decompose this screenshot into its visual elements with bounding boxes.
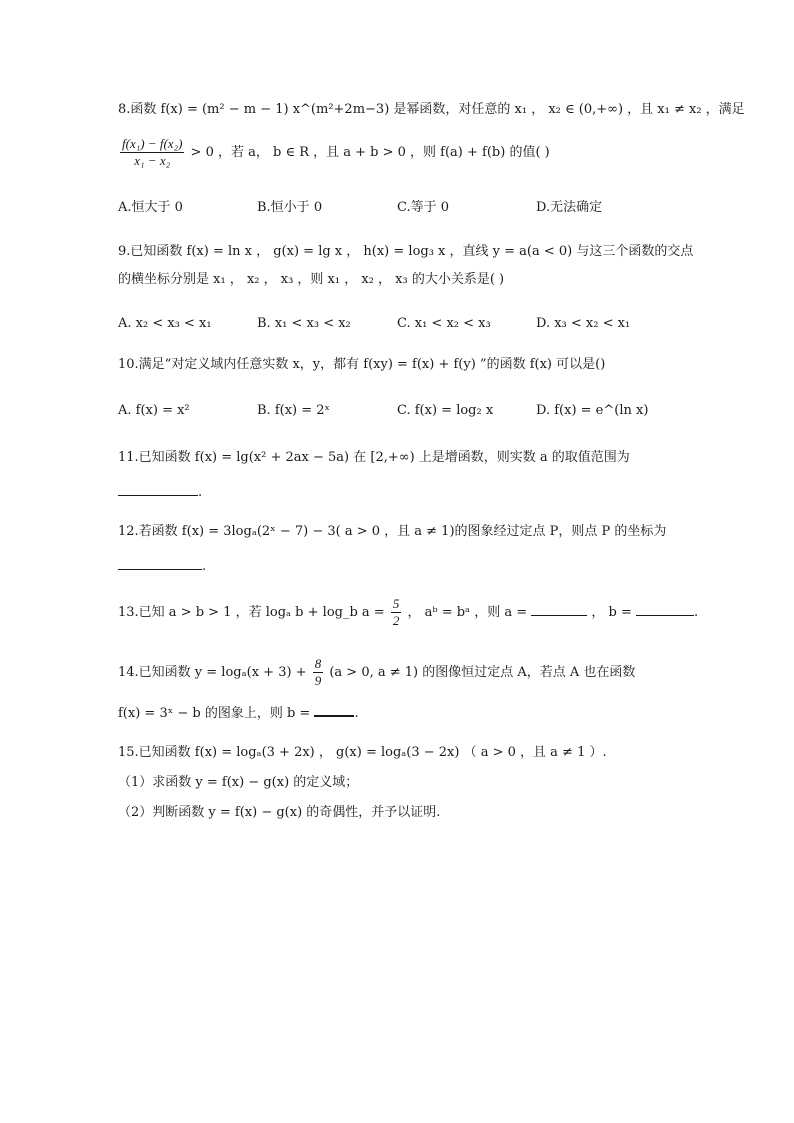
q14-end: . xyxy=(354,706,359,721)
q13-fraction xyxy=(391,596,402,629)
q8-line2 xyxy=(118,136,550,169)
q9-line2: 的横坐标分别是 x₁ ， x₂ ， x₃ ，则 x₁ ， x₂ ， x₃ 的大小关系是( ) xyxy=(118,272,505,287)
q13-part1: 13.已知 a > b > 1 ，若 logₐ b + log_b a = xyxy=(118,605,385,620)
q14-fraction xyxy=(313,656,324,689)
q8-option-b: B.恒小于 0 xyxy=(257,200,323,215)
q8-line2-text: > 0 ，若 a， b ∈ R ，且 a + b > 0 ，则 f(a) + f(b) 的值( ) xyxy=(190,145,550,160)
q13-answer-blank-a xyxy=(531,601,587,616)
q15-sub1: （1）求函数 y = f(x) − g(x) 的定义域； xyxy=(118,775,359,790)
q11-line2 xyxy=(118,481,202,502)
q14-line2 xyxy=(118,701,359,723)
q10-option-a: A. f(x) = x² xyxy=(118,403,190,418)
q14-fraction-numerator: 8 xyxy=(314,656,322,671)
q8-fraction xyxy=(120,136,184,169)
q9-option-d: D. x₃ < x₂ < x₁ xyxy=(536,316,631,331)
q8-option-a: A.恒大于 0 xyxy=(118,200,183,215)
q13-part2: ， aᵇ = bᵃ ，则 a = xyxy=(407,605,528,620)
q13-fraction-denominator: 2 xyxy=(392,613,400,628)
q14-answer-blank xyxy=(314,701,354,717)
q10-option-b: B. f(x) = 2ˣ xyxy=(257,403,331,418)
q8-line1: 8.函数 f(x) = (m² − m − 1) x^(m²+2m−3) 是幂函数，对任意的 x₁ ， x₂ ∈ (0,+∞) ，且 x₁ ≠ x₂ ，满足 xyxy=(118,102,745,117)
q10-option-d: D. f(x) = e^(ln x) xyxy=(536,403,649,418)
q10-option-c: C. f(x) = log₂ x xyxy=(397,403,494,418)
q9-option-a: A. x₂ < x₃ < x₁ xyxy=(118,316,212,331)
q9-option-c: C. x₁ < x₂ < x₃ xyxy=(397,316,491,331)
q13-part3: ， b = xyxy=(591,605,632,620)
q8-option-d: D.无法确定 xyxy=(536,200,603,215)
q14-part2: (a > 0, a ≠ 1) 的图像恒过定点 A，若点 A 也在函数 xyxy=(329,665,636,680)
q12-line2 xyxy=(118,555,206,576)
q14-line2-text: f(x) = 3ˣ − b 的图象上，则 b = xyxy=(118,706,311,721)
q8-fraction-denominator: x₁ − x₂ xyxy=(134,153,171,168)
q11-line1: 11.已知函数 f(x) = lg(x² + 2ax − 5a) 在 [2,+∞) 上是增函数，则实数 a 的取值范围为 xyxy=(118,450,630,465)
q12-line2-end: . xyxy=(202,559,207,574)
q8-option-c: C.等于 0 xyxy=(397,200,450,215)
q12-answer-blank xyxy=(118,555,202,570)
q15-line1: 15.已知函数 f(x) = logₐ(3 + 2x) ， g(x) = logₐ(3 − 2x) （ a > 0 ，且 a ≠ 1 ）. xyxy=(118,745,607,760)
q13-line xyxy=(118,596,698,629)
q13-fraction-numerator: 5 xyxy=(392,596,400,611)
q13-answer-blank-b xyxy=(636,601,694,616)
q13-end: . xyxy=(694,605,699,620)
q14-part1: 14.已知函数 y = logₐ(x + 3) + xyxy=(118,665,307,680)
q10-line1: 10.满足“对定义域内任意实数 x，y，都有 f(xy) = f(x) + f(y) ”的函数 f(x) 可以是() xyxy=(118,357,606,372)
q11-answer-blank xyxy=(118,481,198,496)
q12-line1: 12.若函数 f(x) = 3logₐ(2ˣ − 7) − 3( a > 0 ，且 a ≠ 1)的图象经过定点 P，则点 P 的坐标为 xyxy=(118,524,667,539)
q9-option-b: B. x₁ < x₃ < x₂ xyxy=(257,316,351,331)
q14-fraction-denominator: 9 xyxy=(314,673,322,688)
q14-line1 xyxy=(118,656,635,689)
q15-sub2: （2）判断函数 y = f(x) − g(x) 的奇偶性，并予以证明. xyxy=(118,805,441,820)
q8-fraction-numerator: f(x₁) − f(x₂) xyxy=(122,136,183,151)
q9-line1: 9.已知函数 f(x) = ln x ， g(x) = lg x ， h(x) = log₃ x ，直线 y = a(a < 0) 与这三个函数的交点 xyxy=(118,244,694,259)
q11-line2-end: . xyxy=(198,485,203,500)
